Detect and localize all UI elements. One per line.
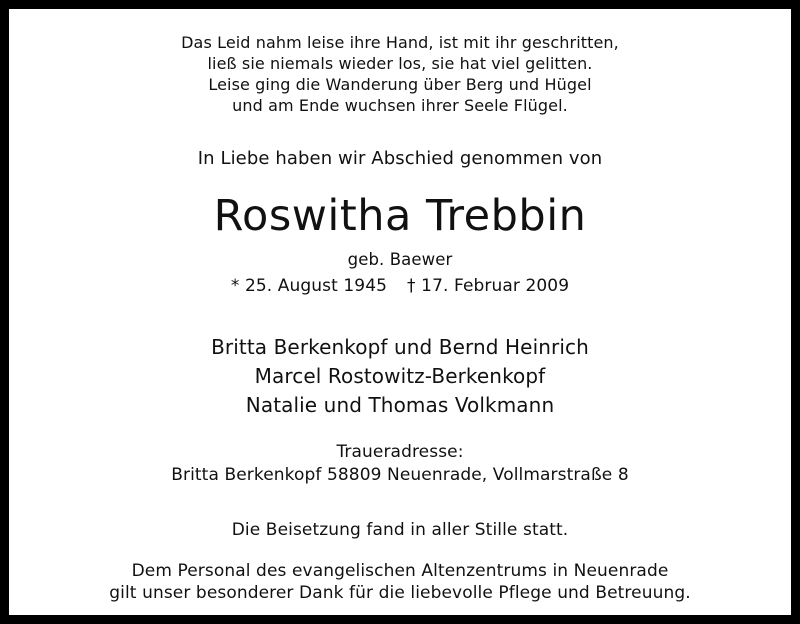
poem-line: Das Leid nahm leise ihre Hand, ist mit ihr geschritten, <box>181 33 619 52</box>
intro-text: In Liebe haben wir Abschied genommen von <box>197 148 603 169</box>
thanks-line: Dem Personal des evangelischen Altenzentrums in Neuenrade <box>131 561 669 581</box>
maiden-name: geb. Baewer <box>347 250 453 269</box>
death-date: † 17. Februar 2009 <box>407 276 570 296</box>
mourner-line: Marcel Rostowitz-Berkenkopf <box>254 364 546 388</box>
mourning-address: Britta Berkenkopf 58809 Neuenrade, Vollmarstraße 8 <box>171 465 629 485</box>
poem-line: Leise ging die Wanderung über Berg und Hügel <box>208 75 592 94</box>
mourner-line: Britta Berkenkopf und Bernd Heinrich <box>211 335 589 359</box>
birth-date: * 25. August 1945 <box>230 276 388 296</box>
address-label: Traueradresse: <box>336 442 464 462</box>
burial-note: Die Beisetzung fand in aller Stille statt. <box>231 520 569 540</box>
thanks-note <box>9 560 791 604</box>
poem <box>9 32 791 116</box>
mourner-line: Natalie und Thomas Volkmann <box>245 393 555 417</box>
poem-line: ließ sie niemals wieder los, sie hat viel gelitten. <box>207 54 593 73</box>
life-dates <box>9 274 791 298</box>
thanks-line: gilt unser besonderer Dank für die liebevolle Pflege und Betreuung. <box>109 583 691 603</box>
mourners-list <box>9 333 791 420</box>
deceased-name: Roswitha Trebbin <box>213 191 587 241</box>
poem-line: und am Ende wuchsen ihrer Seele Flügel. <box>232 96 568 115</box>
